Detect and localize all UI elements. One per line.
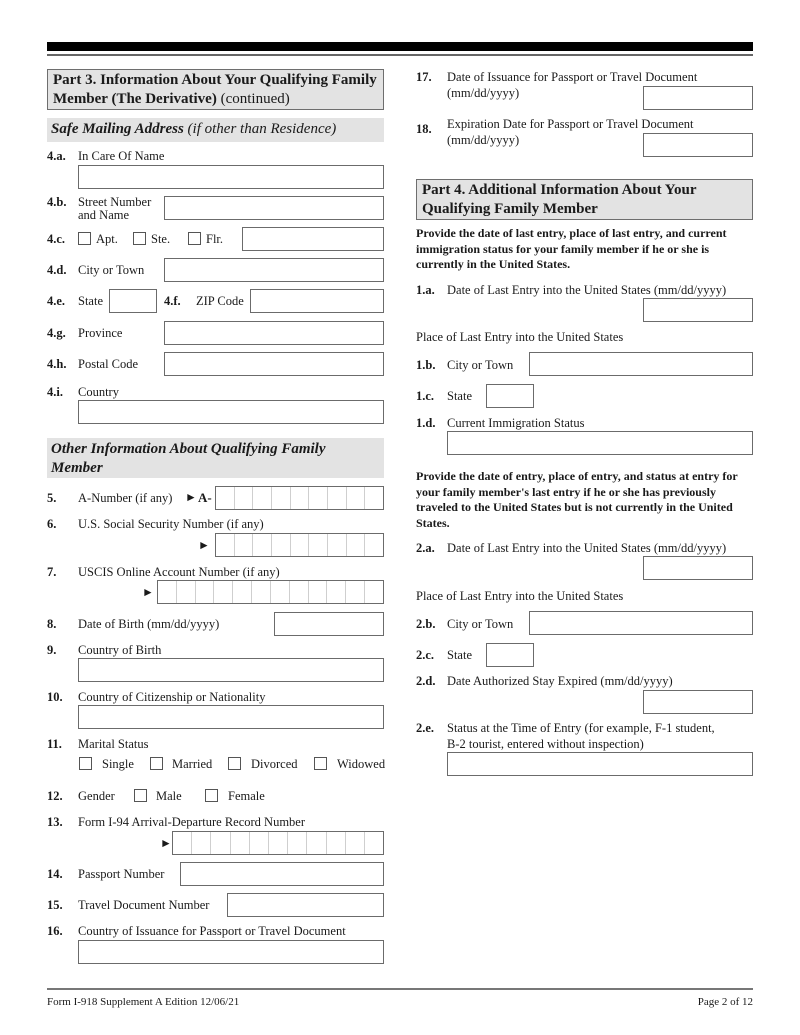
postal-code-input[interactable] bbox=[164, 352, 384, 376]
country-of-birth-input[interactable] bbox=[78, 658, 384, 682]
item-6-number: 6. bbox=[47, 517, 57, 531]
single-checkbox[interactable] bbox=[79, 757, 92, 770]
widowed-checkbox[interactable] bbox=[314, 757, 327, 770]
item-15-number: 15. bbox=[47, 898, 63, 912]
ste-checkbox[interactable] bbox=[133, 232, 146, 245]
apt-checkbox[interactable] bbox=[78, 232, 91, 245]
item-4h-number: 4.h. bbox=[47, 357, 67, 371]
ste-label: Ste. bbox=[151, 232, 171, 246]
marital-status-label: Marital Status bbox=[78, 737, 149, 751]
other-info-header: Other Information About Qualifying Family Member bbox=[47, 438, 384, 478]
travel-document-input[interactable] bbox=[227, 893, 384, 917]
passport-number-input[interactable] bbox=[180, 862, 384, 886]
item-13-number: 13. bbox=[47, 815, 63, 829]
item-1a-number: 1.a. bbox=[416, 283, 435, 297]
item-14-number: 14. bbox=[47, 867, 63, 881]
item-4c-number: 4.c. bbox=[47, 232, 66, 246]
female-checkbox[interactable] bbox=[205, 789, 218, 802]
part4-header: Part 4. Additional Information About Your Qualifying Family Member bbox=[416, 179, 753, 220]
married-label: Married bbox=[172, 757, 213, 771]
country-of-birth-label: Country of Birth bbox=[78, 643, 162, 657]
prev-entry-city-label: City or Town bbox=[447, 617, 514, 631]
part3-continued: (continued) bbox=[220, 91, 290, 107]
province-input[interactable] bbox=[164, 321, 384, 345]
status-at-entry-label-line2: B-2 tourist, entered without inspection) bbox=[447, 737, 644, 751]
male-label: Male bbox=[156, 789, 182, 803]
expiration-date-label-line2: (mm/dd/yyyy) bbox=[447, 133, 520, 147]
item-8-number: 8. bbox=[47, 617, 57, 631]
item-2a-number: 2.a. bbox=[416, 541, 435, 555]
item-2d-number: 2.d. bbox=[416, 674, 436, 688]
a-number-prefix: A- bbox=[198, 490, 212, 505]
prev-entry-state-input[interactable] bbox=[486, 643, 534, 667]
arrow-right-icon: ► bbox=[142, 585, 154, 599]
item-4b-number: 4.b. bbox=[47, 195, 67, 209]
item-11-number: 11. bbox=[47, 737, 62, 751]
divorced-label: Divorced bbox=[251, 757, 298, 771]
place-of-last-entry-label: Place of Last Entry into the United States bbox=[416, 330, 624, 344]
entry-city-input[interactable] bbox=[529, 352, 753, 376]
item-10-number: 10. bbox=[47, 690, 63, 704]
expiration-date-input[interactable] bbox=[643, 133, 753, 157]
dob-label: Date of Birth (mm/dd/yyyy) bbox=[78, 617, 220, 631]
item-2c-number: 2.c. bbox=[416, 648, 435, 662]
city-label: City or Town bbox=[78, 263, 145, 277]
part3-header bbox=[47, 69, 384, 110]
prev-entry-city-input[interactable] bbox=[529, 611, 753, 635]
divorced-checkbox[interactable] bbox=[228, 757, 241, 770]
arrow-right-icon: ► bbox=[198, 538, 210, 552]
safe-mailing-title: Safe Mailing Address bbox=[51, 121, 184, 137]
part3-title: Part 3. Information About Your Qualifying Family Member (The Derivative) bbox=[53, 72, 377, 107]
single-label: Single bbox=[102, 757, 134, 771]
item-9-number: 9. bbox=[47, 643, 57, 657]
item-2e-number: 2.e. bbox=[416, 721, 435, 735]
female-label: Female bbox=[228, 789, 265, 803]
safe-mailing-header bbox=[47, 118, 384, 142]
country-of-issuance-input[interactable] bbox=[78, 940, 384, 964]
item-4e-number: 4.e. bbox=[47, 294, 66, 308]
item-7-number: 7. bbox=[47, 565, 57, 579]
entry-state-input[interactable] bbox=[486, 384, 534, 408]
apt-label: Apt. bbox=[96, 232, 118, 246]
a-number-label: A-Number (if any) bbox=[78, 491, 173, 505]
issuance-date-input[interactable] bbox=[643, 86, 753, 110]
uscis-account-input[interactable] bbox=[157, 580, 384, 604]
item-17-number: 17. bbox=[416, 70, 432, 84]
item-16-number: 16. bbox=[47, 924, 63, 938]
city-input[interactable] bbox=[164, 258, 384, 282]
married-checkbox[interactable] bbox=[150, 757, 163, 770]
arrow-right-icon: ► bbox=[160, 836, 172, 850]
flr-label: Flr. bbox=[206, 232, 224, 246]
zip-code-input[interactable] bbox=[250, 289, 384, 313]
last-entry-date-label: Date of Last Entry into the United States (mm/dd/yyyy) bbox=[447, 283, 727, 297]
uscis-account-label: USCIS Online Account Number (if any) bbox=[78, 565, 280, 579]
issuance-date-label-line2: (mm/dd/yyyy) bbox=[447, 86, 520, 100]
item-4d-number: 4.d. bbox=[47, 263, 67, 277]
street-label-line2: and Name bbox=[78, 208, 130, 222]
in-care-of-label: In Care Of Name bbox=[78, 149, 165, 163]
item-1b-number: 1.b. bbox=[416, 358, 436, 372]
postal-code-label: Postal Code bbox=[78, 357, 139, 371]
item-12-number: 12. bbox=[47, 789, 63, 803]
country-label: Country bbox=[78, 385, 119, 399]
prev-entry-state-label: State bbox=[447, 648, 472, 662]
item-1c-number: 1.c. bbox=[416, 389, 435, 403]
page-number: Page 2 of 12 bbox=[697, 996, 753, 1008]
widowed-label: Widowed bbox=[337, 757, 386, 771]
item-2b-number: 2.b. bbox=[416, 617, 436, 631]
entry-state-label: State bbox=[447, 389, 472, 403]
state-label: State bbox=[78, 294, 103, 308]
item-4f-number: 4.f. bbox=[164, 294, 181, 308]
safe-mailing-qualifier: (if other than Residence) bbox=[187, 121, 337, 137]
province-label: Province bbox=[78, 326, 123, 340]
country-input[interactable] bbox=[78, 400, 384, 424]
prev-entry-date-label: Date of Last Entry into the United States (mm/dd/yyyy) bbox=[447, 541, 727, 555]
issuance-date-label-line1: Date of Issuance for Passport or Travel Document bbox=[447, 70, 698, 84]
prev-place-of-entry-label: Place of Last Entry into the United States bbox=[416, 589, 624, 603]
status-at-entry-input[interactable] bbox=[447, 752, 753, 776]
in-care-of-name-input[interactable] bbox=[78, 165, 384, 189]
arrow-right-icon: ► bbox=[185, 490, 197, 504]
status-at-entry-label-line1: Status at the Time of Entry (for example, F-1 student, bbox=[447, 721, 715, 735]
prev-entry-date-input[interactable] bbox=[643, 556, 753, 580]
zip-label: ZIP Code bbox=[196, 294, 244, 308]
citizenship-input[interactable] bbox=[78, 705, 384, 729]
ssn-label: U.S. Social Security Number (if any) bbox=[78, 517, 264, 531]
item-1d-number: 1.d. bbox=[416, 416, 436, 430]
ssn-input[interactable] bbox=[215, 533, 384, 557]
country-of-issuance-label: Country of Issuance for Passport or Travel Document bbox=[78, 924, 346, 938]
item-4a-number: 4.a. bbox=[47, 149, 66, 163]
dob-input[interactable] bbox=[274, 612, 384, 636]
flr-checkbox[interactable] bbox=[188, 232, 201, 245]
header-rule bbox=[47, 54, 753, 56]
item-5-number: 5. bbox=[47, 491, 57, 505]
i94-label: Form I-94 Arrival-Departure Record Number bbox=[78, 815, 306, 829]
item-18-number: 18. bbox=[416, 122, 432, 136]
citizenship-label: Country of Citizenship or Nationality bbox=[78, 690, 266, 704]
expiration-date-label-line1: Expiration Date for Passport or Travel Document bbox=[447, 117, 694, 131]
stay-expired-label: Date Authorized Stay Expired (mm/dd/yyyy) bbox=[447, 674, 673, 688]
part4-instructions-current: Provide the date of last entry, place of last entry, and current immigration status for your family member if he or she is currently in the United States. bbox=[416, 226, 727, 271]
entry-city-label: City or Town bbox=[447, 358, 514, 372]
gender-label: Gender bbox=[78, 789, 115, 803]
travel-document-label: Travel Document Number bbox=[78, 898, 210, 912]
male-checkbox[interactable] bbox=[134, 789, 147, 802]
immigration-status-input[interactable] bbox=[447, 431, 753, 455]
street-label-line1: Street Number bbox=[78, 195, 152, 209]
a-number-input[interactable] bbox=[215, 486, 384, 510]
header-bar bbox=[47, 42, 753, 51]
part4-instructions-previous: Provide the date of entry, place of entry, and status at entry for your family member's last entry if he or she has previously traveled to the United States but is not currently in the United States. bbox=[416, 469, 738, 530]
unit-number-input[interactable] bbox=[242, 227, 384, 251]
i94-number-input[interactable] bbox=[172, 831, 384, 855]
passport-number-label: Passport Number bbox=[78, 867, 165, 881]
immigration-status-label: Current Immigration Status bbox=[447, 416, 585, 430]
street-number-input[interactable] bbox=[164, 196, 384, 220]
footer-rule bbox=[47, 988, 753, 990]
state-input[interactable] bbox=[109, 289, 157, 313]
form-edition: Form I-918 Supplement A Edition 12/06/21 bbox=[47, 996, 240, 1008]
last-entry-date-input[interactable] bbox=[643, 298, 753, 322]
item-4i-number: 4.i. bbox=[47, 385, 63, 399]
stay-expired-input[interactable] bbox=[643, 690, 753, 714]
item-4g-number: 4.g. bbox=[47, 326, 66, 340]
